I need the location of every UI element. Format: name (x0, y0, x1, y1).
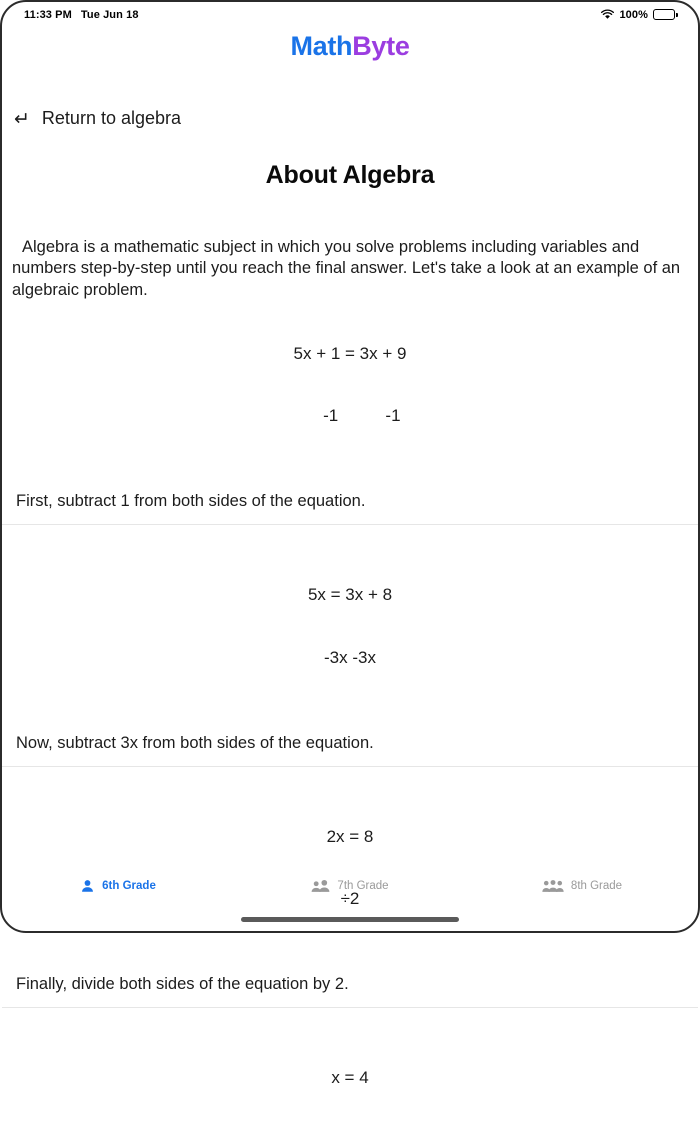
equation-operation-line: -1 -1 (299, 406, 401, 426)
person-single-icon (80, 879, 95, 893)
person-duo-icon (311, 879, 330, 893)
home-indicator[interactable] (241, 917, 459, 922)
tab-label: 7th Grade (337, 880, 389, 892)
tab-label: 8th Grade (570, 880, 623, 892)
bottom-tab-bar (2, 865, 698, 907)
status-time: 11:33 PM (24, 8, 72, 21)
step-block (2, 302, 698, 525)
intro-paragraph: Algebra is a mathematic subject in which you solve problems including variables and numbers step-by-step until you reach the final answer. Let's take a look at an example of an algebraic problem. (12, 237, 681, 300)
equation-line: x = 4 (331, 1068, 369, 1088)
status-date: Tue Jun 18 (80, 8, 139, 21)
status-bar (2, 2, 698, 24)
step-description: First, subtract 1 from both sides of the equation. (16, 492, 366, 511)
person-group-icon (542, 879, 564, 893)
wifi-icon (601, 9, 614, 20)
tab-label: 6th Grade (102, 880, 156, 892)
equation-line: 5x + 1 = 3x + 9 (293, 344, 407, 364)
steps-list (2, 302, 698, 1128)
battery-percent-label: 100% (619, 8, 648, 21)
return-arrow-icon: ↵ (14, 109, 30, 130)
step-spacer (2, 525, 698, 545)
app-title-part-byte: Byte (352, 31, 410, 61)
step-description: Now, subtract 3x from both sides of the equation. (16, 733, 374, 752)
answer-equation (2, 1028, 698, 1128)
app-title-part-math: Math (290, 31, 353, 61)
step-divider (2, 766, 698, 767)
equation-display (2, 545, 698, 707)
return-link-label: Return to algebra (41, 108, 182, 128)
tab-8th-grade[interactable] (466, 879, 698, 893)
step-divider (2, 524, 698, 525)
step-description: Finally, divide both sides of the equation by 2. (16, 975, 349, 994)
equation-line: 2x = 8 (326, 826, 374, 846)
equation-operation-line: -3x -3x (324, 647, 376, 667)
step-spacer (2, 1008, 698, 1028)
equation-display (2, 302, 698, 466)
step-spacer (2, 767, 698, 787)
answer-block (2, 1028, 698, 1128)
equation-line: 5x = 3x + 8 (307, 585, 393, 605)
status-bar-left (24, 9, 139, 21)
step-divider (2, 1007, 698, 1008)
tab-7th-grade[interactable] (234, 879, 466, 893)
equation-operation-line: ÷2 (340, 888, 360, 908)
page-title: About Algebra (265, 161, 435, 189)
tab-6th-grade[interactable] (2, 879, 234, 893)
app-title (2, 31, 698, 62)
battery-full-icon (653, 9, 678, 20)
return-to-algebra-link[interactable] (14, 108, 181, 129)
step-block (2, 545, 698, 766)
status-bar-right (601, 9, 678, 21)
